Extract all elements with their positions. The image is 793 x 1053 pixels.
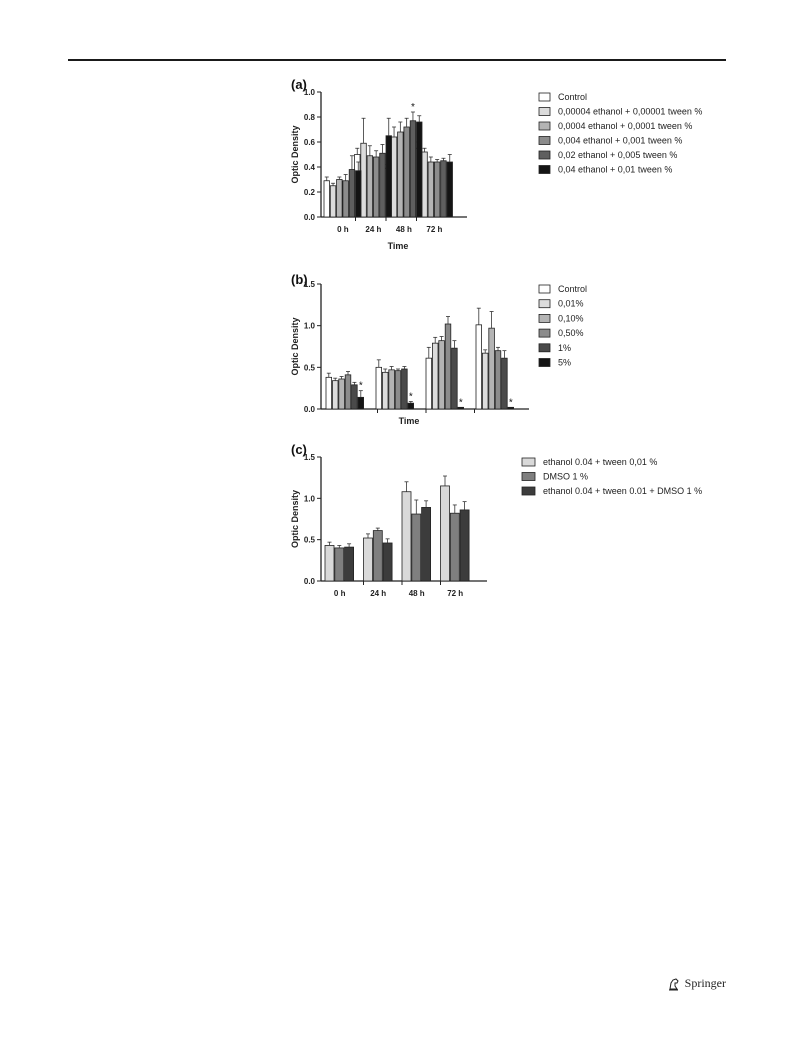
legend-swatch <box>539 151 550 159</box>
publisher-name: Springer <box>684 976 726 990</box>
bar <box>428 162 434 217</box>
bar <box>422 152 428 217</box>
bar <box>335 548 344 581</box>
y-tick-label: 1.0 <box>303 88 315 97</box>
bar <box>361 143 367 217</box>
bar <box>417 122 423 217</box>
legend-swatch <box>539 359 550 367</box>
legend-swatch <box>539 314 550 322</box>
significance-marker: * <box>358 380 363 392</box>
bar <box>460 510 469 581</box>
legend-label: Control <box>558 92 588 102</box>
bar <box>382 372 388 409</box>
legend-label: 0,10% <box>558 313 584 324</box>
legend-label: ethanol 0.04 + tween 0,01 % <box>543 457 658 467</box>
bar <box>324 181 330 217</box>
x-tick-label: 72 h <box>426 225 443 234</box>
y-tick-label: 0.0 <box>303 213 315 222</box>
y-tick-label: 0.0 <box>303 405 315 414</box>
x-tick-label: 48 h <box>408 589 425 598</box>
x-tick-label: 72 h <box>447 589 464 598</box>
x-axis-label: Time <box>398 416 420 426</box>
bar <box>367 156 373 217</box>
bar <box>447 162 453 217</box>
x-tick-label: 24 h <box>365 225 382 234</box>
x-tick-label: 48 h <box>395 225 412 234</box>
bar <box>402 492 411 581</box>
legend-swatch <box>539 344 550 352</box>
bar <box>439 341 445 409</box>
bar <box>410 121 416 217</box>
bar <box>391 137 397 217</box>
significance-marker: * <box>408 391 413 403</box>
y-tick-label: 1.5 <box>303 453 315 462</box>
y-tick-label: 1.0 <box>303 321 315 331</box>
bar <box>432 343 438 409</box>
bar <box>404 127 410 217</box>
y-tick-label: 0.4 <box>303 163 315 172</box>
panel-label: (a) <box>291 77 307 92</box>
bar <box>376 367 382 409</box>
legend-swatch <box>539 300 550 308</box>
bar <box>495 351 501 409</box>
y-tick-label: 0.8 <box>303 113 315 122</box>
legend-label: 0,00004 ethanol + 0,00001 tween % <box>558 106 703 117</box>
legend-swatch <box>539 166 550 174</box>
bar <box>412 514 421 581</box>
bar <box>445 324 451 409</box>
y-axis-label: Optic Density <box>290 489 300 549</box>
bar <box>358 397 364 409</box>
bar <box>489 328 495 409</box>
panel-label: (c) <box>291 442 307 457</box>
bar <box>332 381 338 409</box>
y-tick-label: 0.6 <box>303 138 315 147</box>
bar <box>476 325 482 409</box>
bar <box>502 358 508 409</box>
y-tick-label: 0.2 <box>303 188 315 197</box>
bar <box>356 171 362 217</box>
chart-panel-b <box>285 271 745 431</box>
legend-label: DMSO 1 % <box>543 471 589 482</box>
legend-swatch <box>539 137 550 145</box>
bar <box>426 358 432 409</box>
bar <box>339 379 345 409</box>
legend-swatch <box>522 458 535 466</box>
bar <box>352 385 358 409</box>
legend-swatch <box>522 487 535 495</box>
bar <box>434 162 440 217</box>
x-axis-label: Time <box>387 241 409 251</box>
header-rule <box>68 59 726 61</box>
legend-swatch <box>539 329 550 337</box>
significance-marker: * <box>458 397 463 409</box>
springer-horse-icon <box>667 977 681 991</box>
significance-marker: * <box>410 102 415 113</box>
legend-swatch <box>539 108 550 116</box>
x-tick-label: 24 h <box>370 589 387 598</box>
y-axis-label: Optic Density <box>290 125 300 184</box>
panel-label: (b) <box>291 272 308 287</box>
bar-chart-a <box>285 76 745 256</box>
bar <box>441 161 447 217</box>
y-tick-label: 0.5 <box>303 535 315 545</box>
chart-panel-c <box>285 441 745 606</box>
bar <box>398 132 404 217</box>
bar-chart-b <box>285 271 745 431</box>
bar-chart-c <box>285 441 745 606</box>
x-tick-label: 0 h <box>333 589 346 598</box>
bar <box>383 543 392 581</box>
bar <box>373 531 382 581</box>
bar <box>395 371 401 409</box>
bar <box>389 370 395 409</box>
bar <box>482 353 488 409</box>
bar <box>337 180 343 218</box>
bar <box>325 545 334 581</box>
bar <box>373 157 379 217</box>
bar <box>345 375 351 409</box>
legend-label: ethanol 0.04 + tween 0.01 + DMSO 1 % <box>543 486 703 496</box>
legend-swatch <box>539 122 550 130</box>
legend-label: 0,01% <box>558 298 584 309</box>
bar <box>364 538 373 581</box>
legend-swatch <box>539 93 550 101</box>
bar <box>343 181 349 217</box>
bar <box>330 186 336 217</box>
bar <box>326 377 332 409</box>
legend-label: 0,0004 ethanol + 0,0001 tween % <box>558 121 693 131</box>
legend-swatch <box>522 473 535 481</box>
y-tick-label: 1.5 <box>303 280 315 289</box>
x-tick-label: 0 h <box>337 225 349 234</box>
y-axis-label: Optic Density <box>290 317 300 376</box>
bar <box>450 513 459 581</box>
bar <box>422 507 431 581</box>
legend-label: 0,50% <box>558 328 584 339</box>
bar <box>345 547 354 581</box>
publisher-footer <box>667 976 726 991</box>
legend-label: 1% <box>558 342 572 353</box>
legend-label: 5% <box>558 357 572 368</box>
y-tick-label: 1.0 <box>303 494 315 504</box>
bar <box>408 403 414 409</box>
legend-label: 0,02 ethanol + 0,005 tween % <box>558 150 678 160</box>
bar <box>452 348 458 409</box>
legend-label: 0,004 ethanol + 0,001 tween % <box>558 135 683 146</box>
legend-label: Control <box>558 284 588 294</box>
bar <box>386 136 392 217</box>
legend-label: 0,04 ethanol + 0,01 tween % <box>558 164 673 175</box>
y-tick-label: 0.5 <box>303 363 315 373</box>
bar <box>402 369 408 409</box>
y-tick-label: 0.0 <box>303 577 315 586</box>
chart-panel-a <box>285 76 745 256</box>
bar <box>441 486 450 581</box>
legend-swatch <box>539 285 550 293</box>
bar <box>349 170 355 218</box>
significance-marker: * <box>508 397 513 409</box>
bar <box>380 153 386 217</box>
